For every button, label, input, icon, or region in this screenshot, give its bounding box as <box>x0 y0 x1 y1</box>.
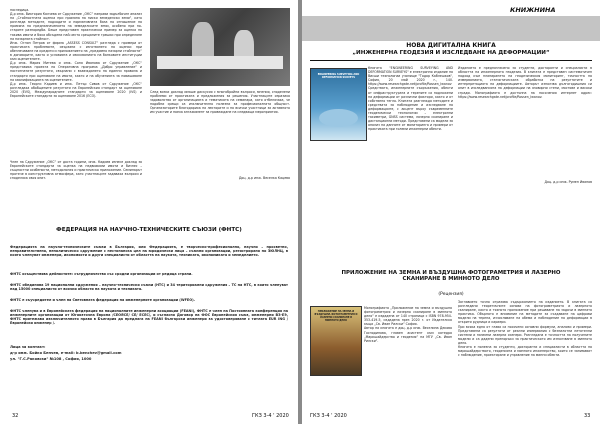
title-band <box>302 16 600 41</box>
book2-title: ПРИЛОЖЕНИЕ НА ЗЕМНА И ВЪЗДУШНА ФОТОГРАМЕТРИЯ И ЛАЗЕРНО СКАНИРАНЕ В МИННОТО ДЕЛО <box>341 270 561 283</box>
right-footer-journal: ГКЗ 3-4 ' 2020 <box>310 413 347 419</box>
left-col2-text: Член на Сдружение „ОКС“ от доста години, инж. Кадиев изнесе доклад за Европейските стандарти за оценка на недвижими имоти и бизнес – същностни особености, методология и практическо приложение. Семинарът протече в конструктивна атмосфера, като участниците задаваха въпроси и споделяха своя опит. <box>10 160 142 181</box>
divider <box>310 60 592 61</box>
fed-paragraph-2: ФНТС осъществява дейностите: сътрудничество със сродни организации от редица страни. <box>10 272 193 276</box>
book1-title-line2: „ИНЖЕНЕРНА ГЕОДЕЗИЯ И ИЗСЛЕДВАНЕ НА ДЕФОРМАЦИИ“ <box>352 50 550 56</box>
seminar-photo <box>150 8 290 86</box>
fed-contact-heading: Лица за контакт: <box>10 345 46 349</box>
right-page-number: 33 <box>584 413 591 419</box>
book1-cover-title: ENGINEERING SURVEYING AND DEFORMATION SURVEYS <box>317 73 360 79</box>
book2-col2-text: Заглавието точно отразява съдържанието на изданието. В книгата са разгледани теоретичните основи на фотограметрията и лазерното сканиране, както и тяхното приложение при решаване на задачи в минната практика. Обърнато е внимание на методите за създаване на цифрови модели на терена, изчисляване на обеми и наблюдение на деформации в открити рудници и кариери. При всяка една от глава са посочени основни формули, анализи и примери. Представени са резултати от реални измервания с безпилотни летателни системи и наземни лазерни скенери. Разгледана е точността на получените модели и са дадени препоръки за практическото им използване в минното дело. Книгата е полезна за студенти, докторанти и специалисти в областта на маркшайдерството, геодезията и минното инженерство, които се занимават с наблюдение, проектиране и управление на минни обекти. <box>458 300 592 358</box>
book2-col1-text: Монографията „Приложение на земна и въздушна фотограметрия и лазерно сканиране в минното дело“ е издадена от 140 страници с ISBN 978-954-353-419-5, издадена през 2020 г. от Издателска къща „Св. Иван Рилски“ София. Автор на книгата е доц. д-р инж. Веселина Декова Господинова, главен асистент към катедра „Маркшайдерство и геодезия“ на МГУ „Св. Иван Рилски“. <box>364 306 452 343</box>
book1-col2-text: Изданието е предназначено за студенти, докторанти и специалисти в областта на инженерната геодезия. В книгата е представен систематичен подход към планирането на геодезическия мониторинг, точността на измерванията, статистическата обработка на резултатите и интерпретацията на деформациите. Авторът използва дългогодишния си опит в изследванията на деформации на язовирни стени, мостове и високи сгради. Монографията е достъпна на посочения интернет адрес: https://www.researchgate.net/profile/Rossen_Iwanov. <box>458 66 592 99</box>
book2-cover <box>310 306 362 376</box>
book2-subtitle: (Рецензия) <box>438 292 464 297</box>
left-col1-text: последица. Д-р инж. Виктория Калчева от Сдружение „ОКС“ направи задълбочен анализ на „Стойностната оценка при промяна на ниски земеделски земи“, като разгледа методите, подходите и нормативната база по отношение на промяна на предназначението на земеделските земи, особено при по-старите разпоредби. Беше представен практически пример за оценка на такива имоти и бяха обсъдени най-често срещаните грешки при определяне на пазарната стойност. Инж. Огнян Петров от фирма „ASSESS CONSULT“ разгледа с примери от практиката проблемите, свързани с изготвянето на оценки при обезпечаване на кредити и приложението на „предимно пазарни стойности“ в договорите, както и условията и изискванията на банковите институции към оценителите. Д-р инж. Мария Митева и инж. Соня Иванова от Сдружение „ОКС“ представиха проекта по Оперативна програма „Добро управление“ и постигнатите резултати, свързани с въвеждането на единни правила и стандарти при оценяване на имоти, както и на обученията за повишаване на квалификацията на оценителите. Д-р инж. Георги Кадиев и инж. Петър Сивов от Сдружение „ОКС“ разгледаха обобщените резултати на Европейския стандарт за оценяване 2020 (EVS), Международните стандарти за оценяване 2020 (IVS) и Европейските стандарти за оценяване 2016 (ECO). <box>10 8 142 98</box>
fed-contact-1: д-р инж. Бойко Бенчев, e-mail: b.benchev@gmail.com <box>10 351 122 355</box>
right-page <box>302 0 600 424</box>
fed-paragraph-1: Федерацията на научно-техническите съюзи в България, или Федерацията, е творческо-професионално, научно – просветно, неправителствено, неполитическо сдружение с нестопанска цел на юридически лица – съюзни организации, регистрирано по ЗЮЛНЦ, в която членуват инженери, икономисти и други специалисти от областта на науката, техниката, икономиката и земеделието. <box>10 245 288 258</box>
fed-paragraph-5: ФНТС членува и в Европейската федерация на националните инженерни асоциации (FEANI), ФНТС е член на Постоянната конференция на инженерните организации от Югоизточна Европа /CEOЯСЕ/ СЕ/ ECEC/, и съгласно Договор на ФОС Европейския съюз, инженерни ВЗ-ЕЭ, ФНТС притежава изключителното право в България да предлага на FEANI български инженери за удостоверяване с титлата EUR ING / Европейски инженер /. <box>10 309 288 326</box>
section-label: КНИЖНИНА <box>510 6 556 14</box>
fed-paragraph-3: ФНТС обединява 19 национални сдружения – научно-технически съюзи (НТС) и 34 териториални сдружения – ТС на НТС, в които членуват над 15000 специалисти от всички области на науката и техниката. <box>10 283 288 292</box>
signature-1: Доц. д-р инж. Веселка Кацева <box>238 176 290 180</box>
photo-caption: След всеки доклад имаше дискусия с многобройни въпроси, мнения, споделени проблеми от практиката и предложения за решения. Участниците изразиха задоволство от организацията и тематиката на семинара, като отбелязаха, че подобни срещи са изключително полезни за професионалната общност. Организаторите благодариха на лекторите и на всички участници за активното им участие и поеха ангажимент за провеждане на следващи мероприятия. <box>150 90 290 115</box>
left-footer-journal: ГКЗ 3-4 ' 2020 <box>252 413 289 419</box>
book1-title-line1: НОВА ДИГИТАЛНА КНИГА <box>406 42 496 49</box>
book1-col1-text: Книгата "ENGINEERING SURVEYING AND DEFORMATION SURVEYS" е електронно издание на Висши технологии училище "Тодор Каблешков", София, 20 май 2020 г., 140. https://www.researchgate.net/profile/Rossen_Iwanov Средствата, инженерните съоръжения, обекти от инфраструктурата и терените са подложени на деформации от различни фактори, както и от собствено тегло. Книгата разглежда методите и средствата за наблюдение и изследване на деформациите, с акцент върху съвременните геодезически технологии – електронни тахиметри, GNSS системи, лазерно сканиране и дистанционни методи. Представени са модели за анализ на данните от мониторинга и примери от практиката при големи инженерни обекти. <box>368 66 454 132</box>
left-page <box>0 0 298 424</box>
book1-cover <box>310 68 367 141</box>
fed-contact-2: ул. "Г.С.Раковски" №108 , София, 1000 <box>10 357 92 361</box>
left-page-number: 32 <box>12 413 19 419</box>
fed-paragraph-4: ФНТС е съучредител и член на Световната федерация на инженерните организации (WFEO). <box>10 298 195 302</box>
signature-2: Доц. д-р инж. Румен Иванов <box>544 180 592 184</box>
fed-title: ФЕДЕРАЦИЯ НА НАУЧНО-ТЕХНИЧЕСКИТЕ СЪЮЗИ (ФНТС) <box>56 227 242 233</box>
book2-cover-title: ПРИЛОЖЕНИЕ НА ЗЕМНА И ВЪЗДУШНА ФОТОГРАМЕТРИЯ И ЛАЗЕРНО СКАНИРАНЕ В МИННОТО ДЕЛО <box>314 310 358 322</box>
